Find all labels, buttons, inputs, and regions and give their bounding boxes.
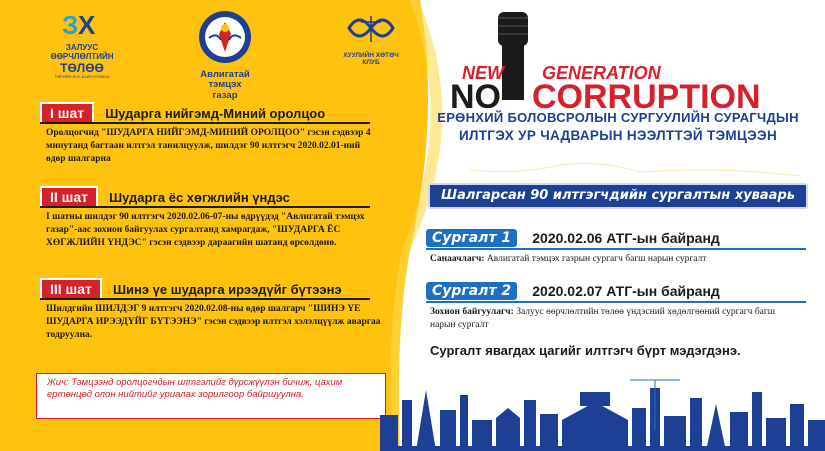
step-2-title: Шударга ёс хөгжлийн үндэс	[109, 189, 290, 205]
step-2-divider	[40, 206, 370, 208]
step-2-badge: II шат	[40, 186, 98, 208]
header-new: NEW	[462, 63, 504, 83]
logo-center-line1: Авлигатай тэмцэх	[200, 69, 250, 91]
scales-icon	[343, 8, 399, 48]
header-subtitle-2: ИЛТГЭХ УР ЧАДВАРЫН НЭЭЛТТЭЙ ТЭМЦЭЭН	[458, 128, 778, 143]
no-corruption-header	[440, 10, 820, 170]
law-club-logo	[335, 8, 407, 66]
logo-left-line3: ТӨЛӨӨ	[60, 60, 104, 75]
final-note: Сургалт явагдах цагийг илтгэгч бүрт мэдэгдэнэ.	[430, 343, 741, 358]
atg-logo	[185, 8, 265, 101]
fist-icon	[498, 12, 528, 100]
step-3-title: Шинэ үе шударга ирээдүйг бүтээнэ	[112, 281, 342, 297]
session-1-header	[426, 227, 720, 247]
logo-center-line2: газар	[212, 89, 238, 101]
header-no: NO	[450, 78, 501, 116]
schedule-title-bar: Шалгарсан 90 илтгэгчдийн сургалтын хуваарь	[428, 183, 808, 209]
step-1-header	[40, 102, 325, 124]
zx-logo-icon	[60, 10, 104, 40]
step-2-header	[40, 186, 290, 208]
step-3-badge: III шат	[40, 278, 102, 300]
session-2-header	[426, 280, 720, 300]
svg-text:З: З	[62, 10, 79, 40]
session-1-text	[430, 253, 800, 266]
step-3-header	[40, 278, 342, 300]
session-1-date: 2020.02.06 АТГ-ын байранд	[532, 229, 720, 246]
svg-text:Х: Х	[78, 10, 96, 40]
session-2-desc: Залуус өөрчлөлтийн төлөө үндэсний хөдөлгөөний сургагч багш нарын сургалт	[430, 307, 776, 330]
header-generation: GENERATION	[542, 63, 661, 83]
session-1-label: Санаачлагч:	[430, 254, 485, 264]
eagle-emblem-icon	[197, 8, 253, 66]
step-1-text: Оролцогчид "ШУДАРГА НИЙГЭМД-МИНИЙ ОРОЛЦОО" гэсэн сэдвээр 4 минутанд багтаан илтгэл танилцуулж, шилдэг 90 илтгэгч 2020.02.01-ний өдөр шалгарна	[46, 128, 371, 165]
zaluus-logo	[42, 10, 122, 79]
logo-left-small: ТӨРИЙН БУС БАЙГУУЛЛАГА	[54, 73, 110, 79]
logo-right-line2: КЛУБ	[362, 59, 380, 67]
step-1-title: Шударга нийгэмд-Миний оролцоо	[105, 105, 326, 121]
session-1-divider	[426, 248, 806, 250]
step-3-divider	[40, 298, 370, 300]
logo-left-line1: ЗАЛУУС	[65, 43, 99, 52]
session-1-badge: Сургалт 1	[426, 229, 517, 247]
logo-left-line2: ӨӨРЧЛӨЛТИЙН	[50, 51, 114, 61]
session-2-label: Зохион байгуулагч:	[430, 307, 514, 317]
session-2-date: 2020.02.07 АТГ-ын байранд	[532, 282, 720, 299]
header-subtitle-1: ЕРӨНХИЙ БОЛОВСРОЛЫН СУРГУУЛИЙН СУРАГЧДЫН	[437, 110, 799, 125]
session-1-desc: Авлигатай тэмцэх газрын сургагч багш нарын сургалт	[486, 254, 707, 264]
logo-right-line1: ХУУЛИЙН ХӨТӨЧ	[343, 52, 399, 59]
note-box: Жич: Тэмцээнд оролцогчдын илтгэлийг дүрсжүүлэн бичиж, цахим ертөнцөд олон нийтийг уриалах зорилгоор байршуулна.	[36, 373, 386, 419]
session-2-badge: Сургалт 2	[426, 282, 517, 300]
step-3-text: Шилдгийн ШИЛДЭГ 9 илтгэгч 2020.02.08-ны өдөр шалгарч "ШИНЭ ҮЕ ШУДАРГА ИРЭЭДҮЙГ БҮТЭЭНЭ" гэсэн сэдвээр илтгэл хэлэлцүүлж аваргаа тодруулна.	[46, 304, 381, 341]
session-2-text	[430, 306, 800, 332]
header-corruption: CORRUPTION	[532, 78, 761, 116]
session-2-divider	[426, 301, 806, 303]
step-2-text: I шатны шилдэг 90 илтгэгч 2020.02.06-07-ны өдрүүдэд "Авлигатай тэмцэх газар"-аас зохион байгуулах сургалтанд хамрагдаж, "ШУДАРГА ЁС ХӨГЖЛИЙН ҮНДЭС" гэсэн сэдвээр дараагийн шатанд өрсөлдөнө.	[46, 212, 365, 249]
step-1-divider	[40, 122, 370, 124]
step-1-badge: I шат	[40, 102, 94, 124]
city-skyline-illustration	[380, 370, 825, 451]
